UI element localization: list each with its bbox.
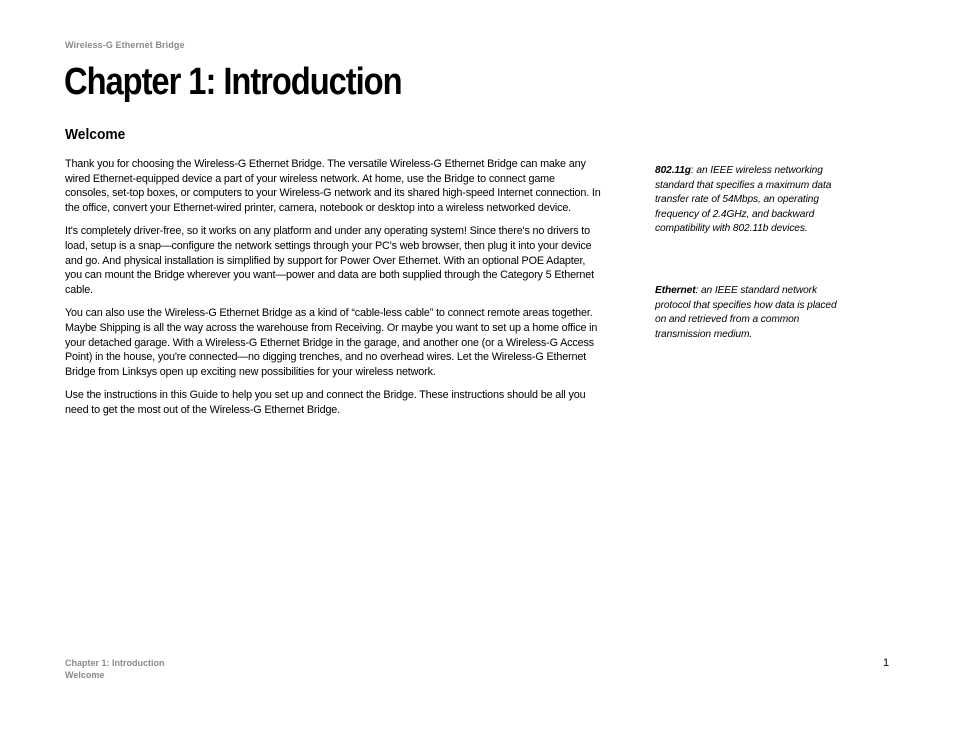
body-paragraph: Use the instructions in this Guide to help you set up and connect the Bridge. These instructions should be all you need to get the most out of the Wireless-G Ethernet Bridge. [65,389,586,416]
definition-text: : an IEEE standard network protocol that specifies how data is placed on and retrieved from a common transmission medium. [655,285,837,340]
body-paragraph: It's completely driver-free, so it works on any platform and under any operating system! Since there's no drivers to load, setup is a snap—configure the network settings through your PC's web browser, then plug it into your device and go. And physical installation is simplified by support for Power Over Ethernet. With an optional POE Adapter, you can mount the Bridge wherever you want—power and data are both supplied through the Category 5 Ethernet cable. [65,225,594,296]
chapter-title: Chapter 1: Introduction [64,61,402,103]
sidebar-definition-802-11g [655,164,845,237]
definition-term: Ethernet [655,285,696,296]
definition-term: 802.11g [655,165,691,176]
footer-section: Welcome [65,670,105,680]
section-title: Welcome [65,126,126,143]
page-number: 1 [883,657,890,669]
body-paragraph: You can also use the Wireless-G Ethernet Bridge as a kind of “cable-less cable” to connect remote areas together. Maybe Shipping is all the way across the warehouse from Receiving. Or maybe you want to set up a home office in your detached garage. With a Wireless-G Ethernet Bridge in the garage, and another one (or a Wireless-G Access Point) in the house, you're connected—no digging trenches, and no overhead wires. Let the Wireless-G Ethernet Bridge from Linksys open up exciting new possibilities for your wireless network. [65,307,598,378]
body-paragraph: Thank you for choosing the Wireless-G Ethernet Bridge. The versatile Wireless-G Ethernet Bridge can make any wired Ethernet-equipped device a part of your wireless network. At home, use the Bridge to connect game consoles, set-top boxes, or computers to your Wireless-G network and its shared high-speed Internet connection. In the office, convert your Ethernet-wired printer, camera, notebook or desktop into a wireless networked device. [65,158,601,214]
definition-text: : an IEEE wireless networking standard that specifies a maximum data transfer rate of 54Mbps, an operating frequency of 2.4GHz, and backward compatibility with 802.11b devices. [655,165,832,235]
sidebar-definition-ethernet [655,284,845,342]
footer [65,657,165,681]
footer-chapter: Chapter 1: Introduction [65,658,165,668]
body-text [65,157,601,427]
running-header: Wireless-G Ethernet Bridge [65,40,185,50]
